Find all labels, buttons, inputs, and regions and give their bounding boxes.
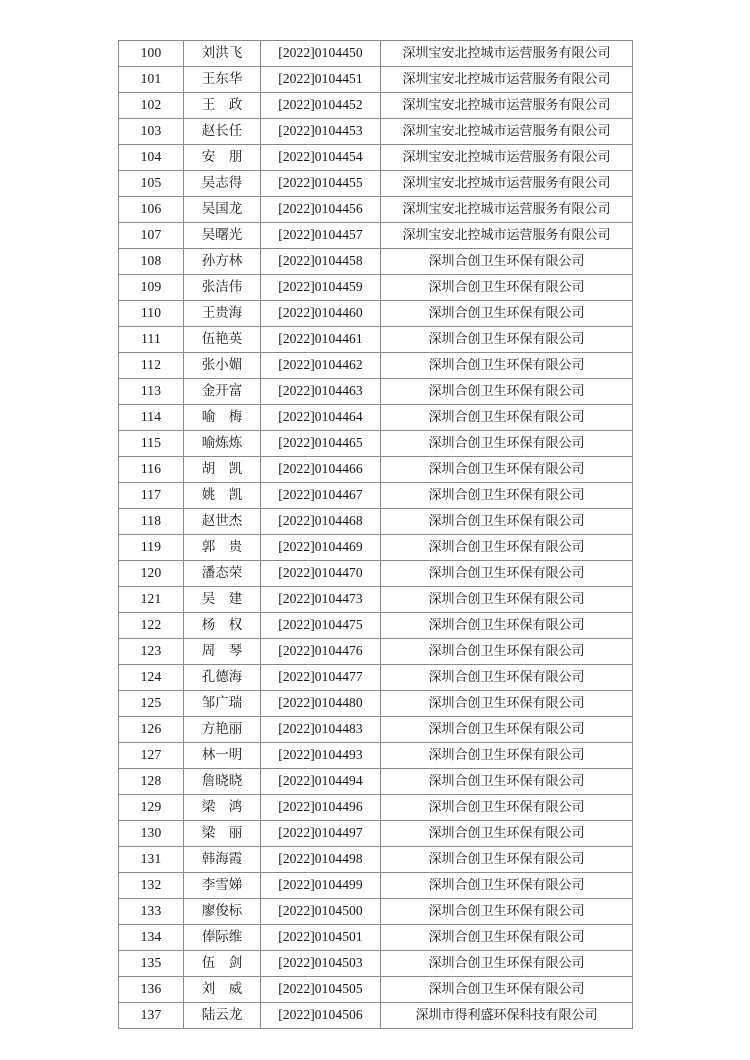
row-company-name: 深圳合创卫生环保有限公司 xyxy=(381,431,633,457)
row-name: 喻炼炼 xyxy=(184,431,261,457)
row-index: 124 xyxy=(119,665,184,691)
row-certificate-number: [2022]0104455 xyxy=(261,171,381,197)
row-certificate-number: [2022]0104467 xyxy=(261,483,381,509)
row-name: 伍 剑 xyxy=(184,951,261,977)
table-row xyxy=(119,795,633,821)
row-company-name: 深圳合创卫生环保有限公司 xyxy=(381,613,633,639)
row-company-name: 深圳宝安北控城市运营服务有限公司 xyxy=(381,197,633,223)
row-name: 胡 凯 xyxy=(184,457,261,483)
row-name: 梁 鸿 xyxy=(184,795,261,821)
row-certificate-number: [2022]0104493 xyxy=(261,743,381,769)
row-company-name: 深圳宝安北控城市运营服务有限公司 xyxy=(381,93,633,119)
row-company-name: 深圳合创卫生环保有限公司 xyxy=(381,587,633,613)
row-index: 110 xyxy=(119,301,184,327)
table-row xyxy=(119,977,633,1003)
row-index: 100 xyxy=(119,41,184,67)
table-row xyxy=(119,665,633,691)
row-name: 梁 丽 xyxy=(184,821,261,847)
row-company-name: 深圳宝安北控城市运营服务有限公司 xyxy=(381,67,633,93)
row-name: 俸际维 xyxy=(184,925,261,951)
row-company-name: 深圳合创卫生环保有限公司 xyxy=(381,717,633,743)
table-row xyxy=(119,483,633,509)
row-index: 117 xyxy=(119,483,184,509)
row-certificate-number: [2022]0104480 xyxy=(261,691,381,717)
table-row xyxy=(119,249,633,275)
table-row xyxy=(119,899,633,925)
row-name: 吴曙光 xyxy=(184,223,261,249)
row-name: 王 政 xyxy=(184,93,261,119)
row-company-name: 深圳合创卫生环保有限公司 xyxy=(381,639,633,665)
row-index: 115 xyxy=(119,431,184,457)
row-name: 伍艳英 xyxy=(184,327,261,353)
row-name: 喻 梅 xyxy=(184,405,261,431)
row-index: 126 xyxy=(119,717,184,743)
row-certificate-number: [2022]0104451 xyxy=(261,67,381,93)
row-name: 詹晓晓 xyxy=(184,769,261,795)
row-company-name: 深圳合创卫生环保有限公司 xyxy=(381,483,633,509)
row-certificate-number: [2022]0104497 xyxy=(261,821,381,847)
row-certificate-number: [2022]0104459 xyxy=(261,275,381,301)
table-row xyxy=(119,457,633,483)
table-row xyxy=(119,613,633,639)
row-index: 122 xyxy=(119,613,184,639)
row-name: 刘 威 xyxy=(184,977,261,1003)
row-index: 109 xyxy=(119,275,184,301)
table-row xyxy=(119,327,633,353)
row-certificate-number: [2022]0104499 xyxy=(261,873,381,899)
row-certificate-number: [2022]0104461 xyxy=(261,327,381,353)
row-index: 129 xyxy=(119,795,184,821)
row-index: 130 xyxy=(119,821,184,847)
row-certificate-number: [2022]0104466 xyxy=(261,457,381,483)
row-name: 林一明 xyxy=(184,743,261,769)
row-name: 韩海霞 xyxy=(184,847,261,873)
row-company-name: 深圳合创卫生环保有限公司 xyxy=(381,457,633,483)
row-certificate-number: [2022]0104473 xyxy=(261,587,381,613)
row-company-name: 深圳合创卫生环保有限公司 xyxy=(381,821,633,847)
table-row xyxy=(119,145,633,171)
roster-table xyxy=(118,40,633,1029)
row-company-name: 深圳宝安北控城市运营服务有限公司 xyxy=(381,145,633,171)
row-company-name: 深圳合创卫生环保有限公司 xyxy=(381,405,633,431)
row-company-name: 深圳合创卫生环保有限公司 xyxy=(381,977,633,1003)
row-certificate-number: [2022]0104501 xyxy=(261,925,381,951)
row-index: 116 xyxy=(119,457,184,483)
row-company-name: 深圳合创卫生环保有限公司 xyxy=(381,509,633,535)
row-index: 103 xyxy=(119,119,184,145)
table-row xyxy=(119,535,633,561)
row-name: 孙方林 xyxy=(184,249,261,275)
row-certificate-number: [2022]0104460 xyxy=(261,301,381,327)
row-name: 吴 建 xyxy=(184,587,261,613)
table-row xyxy=(119,223,633,249)
row-name: 赵长任 xyxy=(184,119,261,145)
row-index: 118 xyxy=(119,509,184,535)
row-certificate-number: [2022]0104452 xyxy=(261,93,381,119)
row-company-name: 深圳合创卫生环保有限公司 xyxy=(381,691,633,717)
row-company-name: 深圳合创卫生环保有限公司 xyxy=(381,327,633,353)
table-row xyxy=(119,769,633,795)
table-row xyxy=(119,67,633,93)
row-name: 郭 贵 xyxy=(184,535,261,561)
row-certificate-number: [2022]0104498 xyxy=(261,847,381,873)
table-row xyxy=(119,847,633,873)
row-index: 104 xyxy=(119,145,184,171)
row-index: 133 xyxy=(119,899,184,925)
table-row xyxy=(119,925,633,951)
row-name: 姚 凯 xyxy=(184,483,261,509)
table-row xyxy=(119,301,633,327)
table-row xyxy=(119,379,633,405)
row-name: 李雪娣 xyxy=(184,873,261,899)
row-name: 张小媚 xyxy=(184,353,261,379)
row-name: 吴国龙 xyxy=(184,197,261,223)
roster-table-body xyxy=(119,41,633,1029)
table-row xyxy=(119,873,633,899)
row-name: 方艳丽 xyxy=(184,717,261,743)
row-company-name: 深圳合创卫生环保有限公司 xyxy=(381,873,633,899)
row-name: 金开富 xyxy=(184,379,261,405)
row-index: 101 xyxy=(119,67,184,93)
row-certificate-number: [2022]0104456 xyxy=(261,197,381,223)
row-index: 108 xyxy=(119,249,184,275)
row-index: 123 xyxy=(119,639,184,665)
row-index: 119 xyxy=(119,535,184,561)
row-index: 131 xyxy=(119,847,184,873)
table-row xyxy=(119,587,633,613)
row-certificate-number: [2022]0104506 xyxy=(261,1003,381,1029)
row-certificate-number: [2022]0104465 xyxy=(261,431,381,457)
row-company-name: 深圳宝安北控城市运营服务有限公司 xyxy=(381,223,633,249)
row-index: 105 xyxy=(119,171,184,197)
row-name: 周 琴 xyxy=(184,639,261,665)
row-company-name: 深圳合创卫生环保有限公司 xyxy=(381,899,633,925)
row-certificate-number: [2022]0104468 xyxy=(261,509,381,535)
row-certificate-number: [2022]0104470 xyxy=(261,561,381,587)
row-index: 128 xyxy=(119,769,184,795)
table-row xyxy=(119,639,633,665)
row-company-name: 深圳合创卫生环保有限公司 xyxy=(381,951,633,977)
row-company-name: 深圳合创卫生环保有限公司 xyxy=(381,795,633,821)
row-company-name: 深圳宝安北控城市运营服务有限公司 xyxy=(381,41,633,67)
row-company-name: 深圳合创卫生环保有限公司 xyxy=(381,665,633,691)
row-index: 137 xyxy=(119,1003,184,1029)
row-name: 安 朋 xyxy=(184,145,261,171)
table-row xyxy=(119,405,633,431)
row-index: 114 xyxy=(119,405,184,431)
row-index: 135 xyxy=(119,951,184,977)
row-certificate-number: [2022]0104496 xyxy=(261,795,381,821)
table-row xyxy=(119,119,633,145)
row-company-name: 深圳合创卫生环保有限公司 xyxy=(381,847,633,873)
table-row xyxy=(119,41,633,67)
table-row xyxy=(119,821,633,847)
row-name: 杨 权 xyxy=(184,613,261,639)
row-index: 107 xyxy=(119,223,184,249)
row-name: 刘洪飞 xyxy=(184,41,261,67)
row-company-name: 深圳宝安北控城市运营服务有限公司 xyxy=(381,119,633,145)
row-certificate-number: [2022]0104505 xyxy=(261,977,381,1003)
table-row xyxy=(119,951,633,977)
row-certificate-number: [2022]0104475 xyxy=(261,613,381,639)
table-row xyxy=(119,509,633,535)
row-index: 127 xyxy=(119,743,184,769)
row-company-name: 深圳合创卫生环保有限公司 xyxy=(381,925,633,951)
row-index: 121 xyxy=(119,587,184,613)
row-name: 吴志得 xyxy=(184,171,261,197)
row-company-name: 深圳合创卫生环保有限公司 xyxy=(381,379,633,405)
row-certificate-number: [2022]0104483 xyxy=(261,717,381,743)
row-index: 111 xyxy=(119,327,184,353)
row-certificate-number: [2022]0104494 xyxy=(261,769,381,795)
row-name: 邹广瑞 xyxy=(184,691,261,717)
row-company-name: 深圳合创卫生环保有限公司 xyxy=(381,301,633,327)
row-index: 136 xyxy=(119,977,184,1003)
table-row xyxy=(119,275,633,301)
row-company-name: 深圳宝安北控城市运营服务有限公司 xyxy=(381,171,633,197)
row-company-name: 深圳合创卫生环保有限公司 xyxy=(381,249,633,275)
row-certificate-number: [2022]0104453 xyxy=(261,119,381,145)
table-row xyxy=(119,691,633,717)
row-name: 廖俊标 xyxy=(184,899,261,925)
table-row xyxy=(119,171,633,197)
row-index: 134 xyxy=(119,925,184,951)
table-row xyxy=(119,431,633,457)
row-index: 106 xyxy=(119,197,184,223)
row-certificate-number: [2022]0104464 xyxy=(261,405,381,431)
row-company-name: 深圳合创卫生环保有限公司 xyxy=(381,561,633,587)
row-name: 陆云龙 xyxy=(184,1003,261,1029)
table-row xyxy=(119,743,633,769)
row-certificate-number: [2022]0104462 xyxy=(261,353,381,379)
row-certificate-number: [2022]0104469 xyxy=(261,535,381,561)
row-company-name: 深圳合创卫生环保有限公司 xyxy=(381,275,633,301)
row-certificate-number: [2022]0104500 xyxy=(261,899,381,925)
row-company-name: 深圳合创卫生环保有限公司 xyxy=(381,743,633,769)
row-certificate-number: [2022]0104477 xyxy=(261,665,381,691)
row-name: 潘态荣 xyxy=(184,561,261,587)
row-index: 125 xyxy=(119,691,184,717)
table-row xyxy=(119,1003,633,1029)
table-row xyxy=(119,353,633,379)
row-certificate-number: [2022]0104454 xyxy=(261,145,381,171)
row-certificate-number: [2022]0104457 xyxy=(261,223,381,249)
table-row xyxy=(119,197,633,223)
table-row xyxy=(119,93,633,119)
row-company-name: 深圳合创卫生环保有限公司 xyxy=(381,535,633,561)
row-certificate-number: [2022]0104463 xyxy=(261,379,381,405)
table-row xyxy=(119,561,633,587)
row-company-name: 深圳合创卫生环保有限公司 xyxy=(381,769,633,795)
row-index: 113 xyxy=(119,379,184,405)
row-certificate-number: [2022]0104458 xyxy=(261,249,381,275)
row-name: 王贵海 xyxy=(184,301,261,327)
row-name: 王东华 xyxy=(184,67,261,93)
row-company-name: 深圳市得利盛环保科技有限公司 xyxy=(381,1003,633,1029)
row-certificate-number: [2022]0104503 xyxy=(261,951,381,977)
row-name: 孔德海 xyxy=(184,665,261,691)
row-name: 赵世杰 xyxy=(184,509,261,535)
row-company-name: 深圳合创卫生环保有限公司 xyxy=(381,353,633,379)
row-index: 120 xyxy=(119,561,184,587)
row-certificate-number: [2022]0104476 xyxy=(261,639,381,665)
row-name: 张洁伟 xyxy=(184,275,261,301)
row-index: 132 xyxy=(119,873,184,899)
row-index: 112 xyxy=(119,353,184,379)
table-row xyxy=(119,717,633,743)
row-certificate-number: [2022]0104450 xyxy=(261,41,381,67)
row-index: 102 xyxy=(119,93,184,119)
